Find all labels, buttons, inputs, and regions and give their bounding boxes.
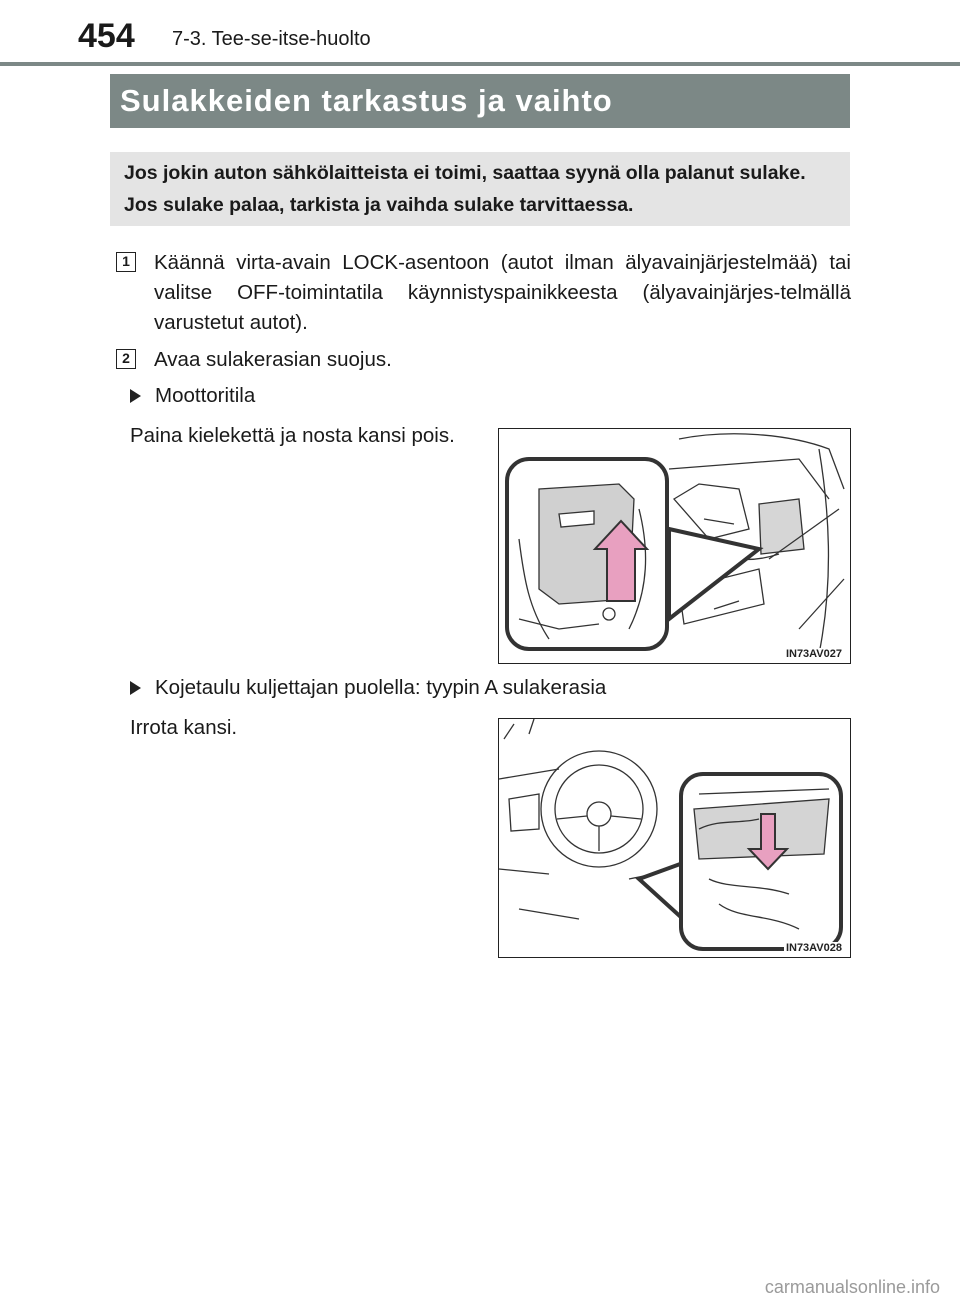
step-text-1: Käännä virta-avain LOCK-asentoon (autot ilman älyavainjärjestelmää) tai valitse OFF-toimintatila käynnistyspainikkeesta (älyavainjärjes-telmällä varustetut autot).	[154, 251, 851, 334]
figure-dashboard-fuse-box	[498, 718, 851, 958]
dashboard-illustration	[499, 719, 849, 956]
figure-code: IN73AV027	[785, 648, 842, 660]
bullet-label: Kojetaulu kuljettajan puolella: tyypin A sulakerasia	[155, 676, 607, 699]
figure-code: IN73AV028	[785, 942, 842, 954]
bullet-triangle-icon	[130, 681, 141, 695]
figure-engine-fuse-box	[498, 428, 851, 664]
bullet-label: Moottoritila	[155, 384, 256, 407]
step-text-2: Avaa sulakerasian suojus.	[154, 348, 392, 371]
section-title: Sulakkeiden tarkastus ja vaihto	[110, 74, 850, 128]
footer-watermark: carmanualsonline.info	[764, 1277, 940, 1297]
header-rule	[0, 62, 960, 66]
page-number: 454	[78, 17, 135, 55]
bullet-engine-compartment	[130, 383, 255, 409]
bullet-dashboard-fuse-box	[130, 675, 606, 701]
engine-compartment-illustration	[499, 429, 849, 662]
step-number-1: 1	[116, 252, 136, 272]
intro-box: Jos jokin auton sähkölaitteista ei toimi, saattaa syynä olla palanut sulake. Jos sulake palaa, tarkista ja vaihda sulake tarvittaessa.	[110, 152, 850, 226]
instruction-dashboard: Irrota kansi.	[130, 716, 238, 739]
step-number-2: 2	[116, 349, 136, 369]
instruction-engine: Paina kielekettä ja nosta kansi pois.	[130, 424, 455, 447]
chapter-heading: 7-3. Tee-se-itse-huolto	[172, 28, 371, 50]
bullet-triangle-icon	[130, 389, 141, 403]
